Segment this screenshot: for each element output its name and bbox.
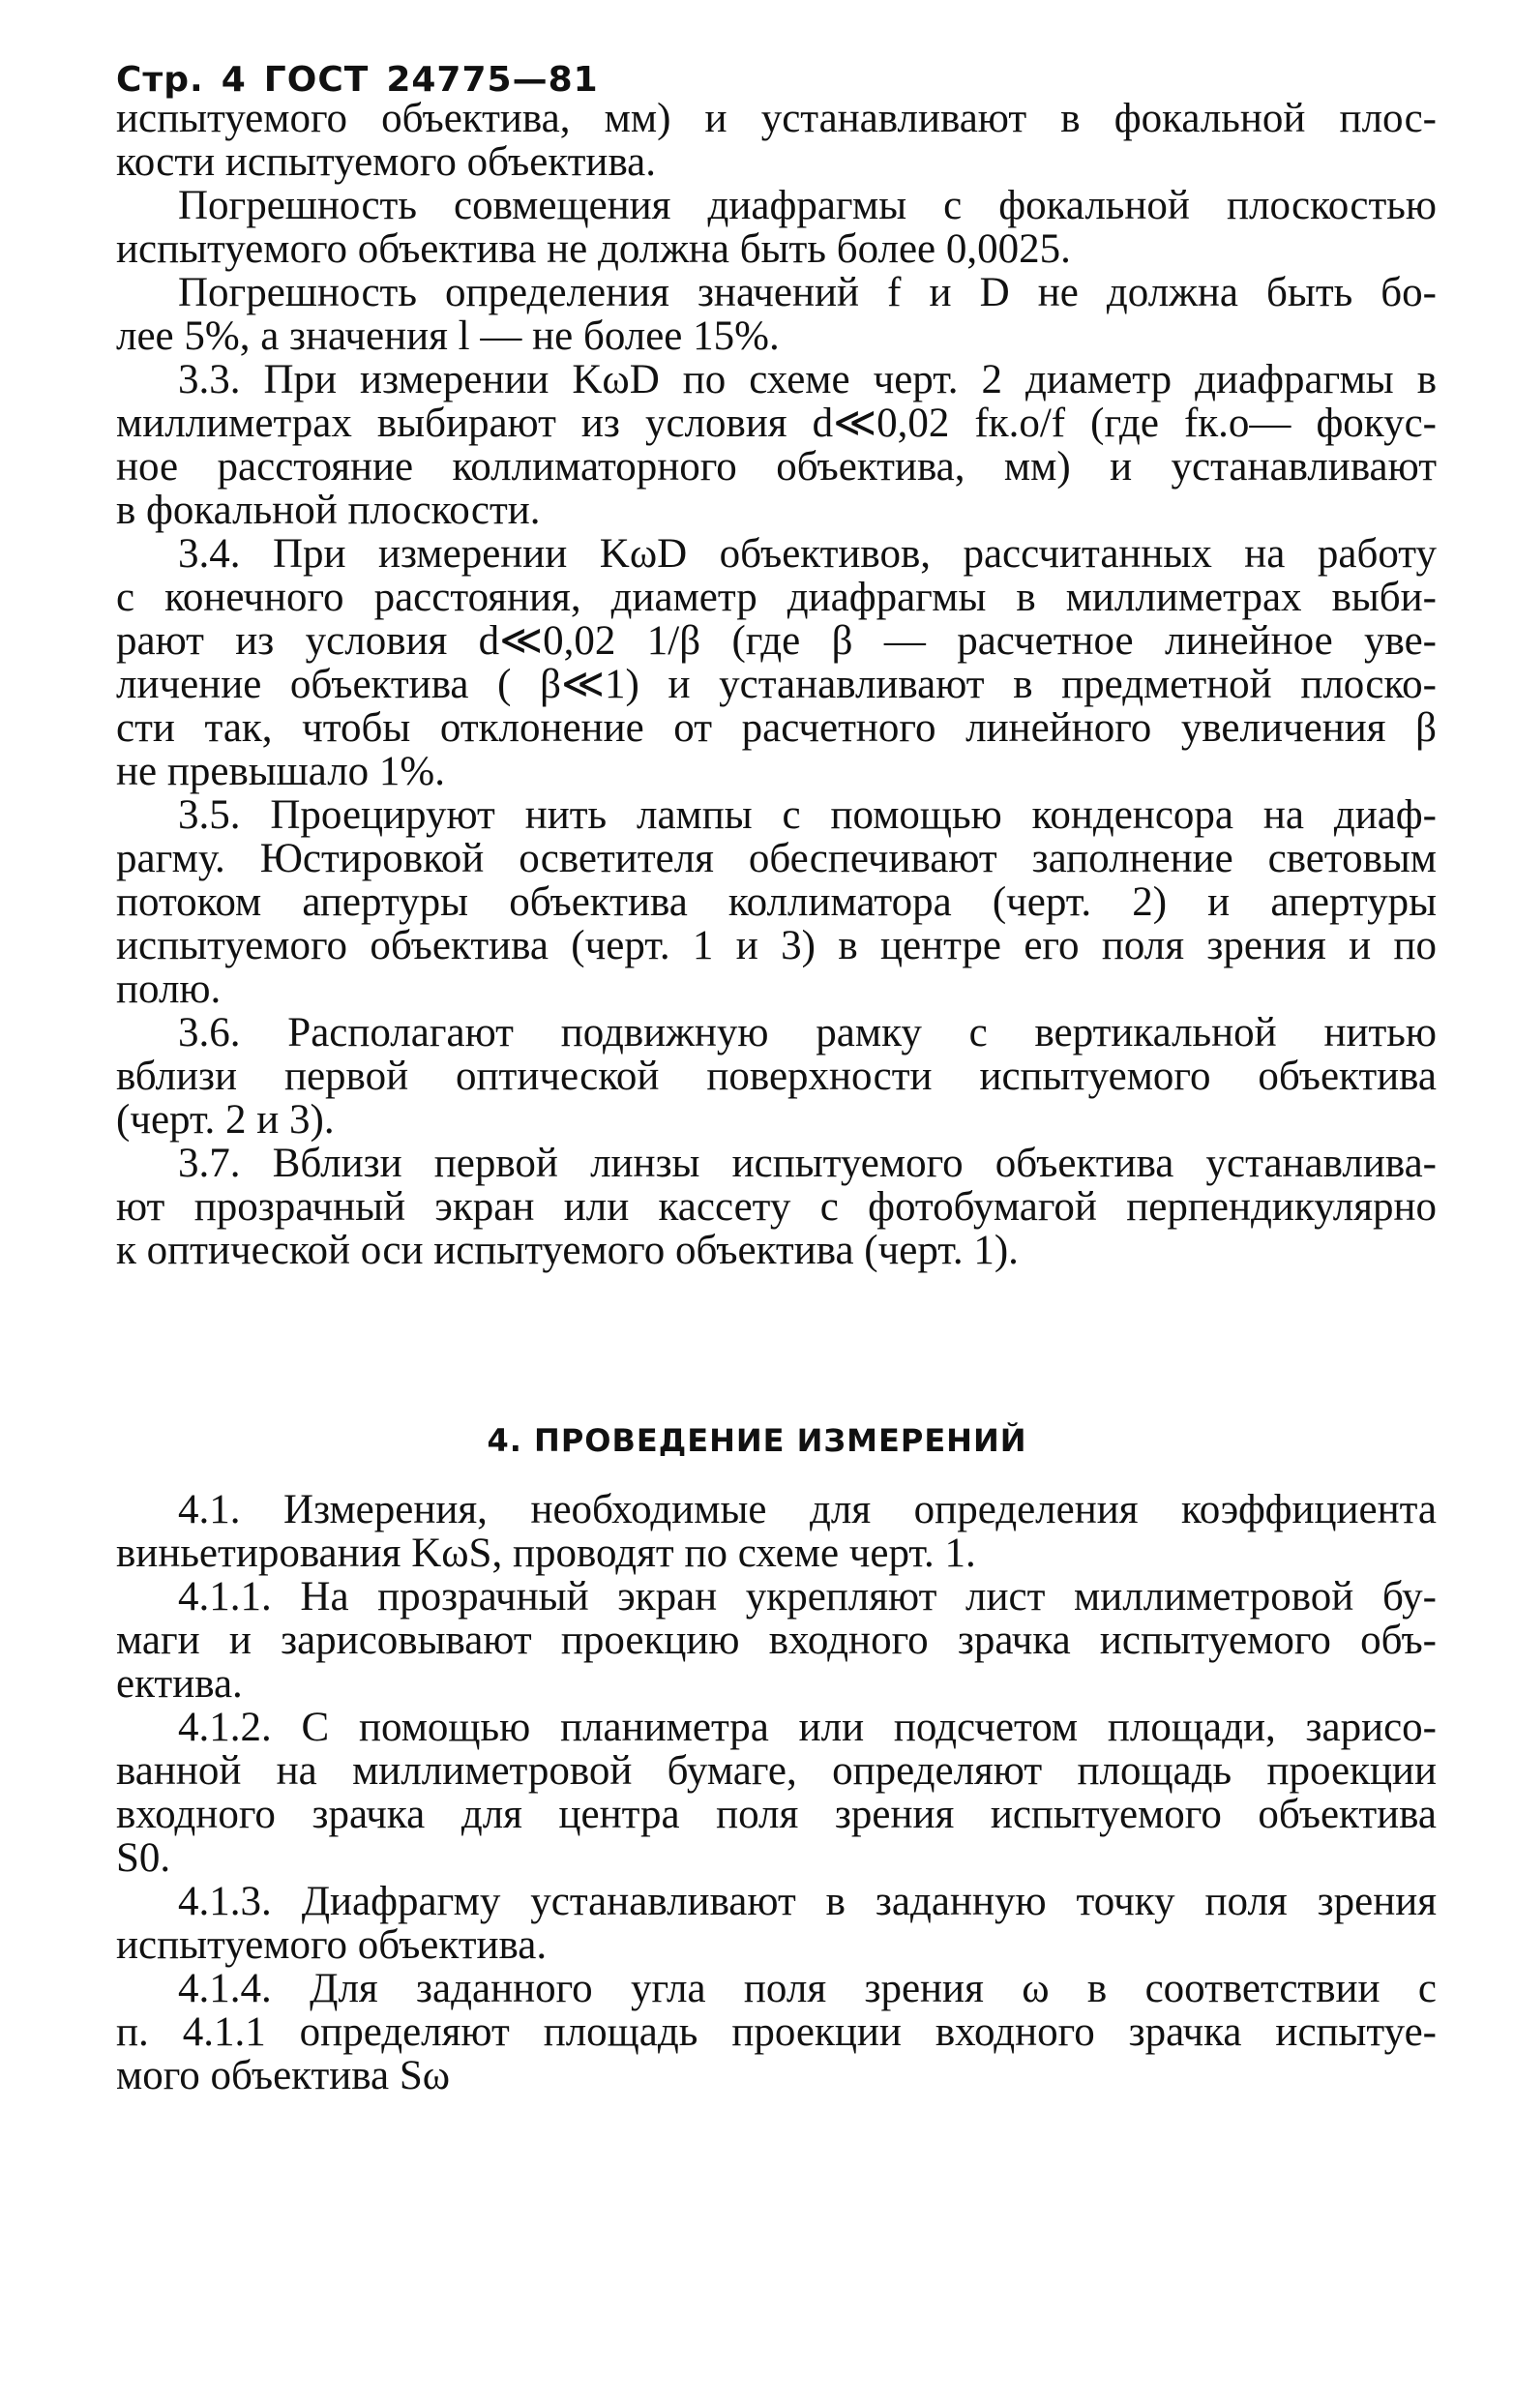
text-line: Погрешность определения значений f и D не должна быть бо- [178, 270, 1437, 315]
text-line: (черт. 2 и 3). [116, 1097, 335, 1143]
text-line: лее 5%, а значения l — не более 15%. [116, 313, 780, 359]
text-line: к оптической оси испытуемого объектива (черт. 1). [116, 1228, 1019, 1273]
text-line: испытуемого объектива. [116, 1922, 548, 1968]
text-line: испытуемого объектива, мм) и устанавливают в фокальной плос- [116, 96, 1437, 141]
text-line: 3.3. При измерении KωD по схеме черт. 2 диаметр диафрагмы в [178, 357, 1437, 402]
text-line: 4.1.1. На прозрачный экран укрепляют лист миллиметровой бу- [178, 1574, 1437, 1620]
text-line: испытуемого объектива (черт. 1 и 3) в центре его поля зрения и по [116, 923, 1437, 968]
text-line: миллиметрах выбирают из условия d≪0,02 fк.о/f (где fк.о— фокус- [116, 401, 1437, 446]
text-line: Погрешность совмещения диафрагмы с фокальной плоскостью [178, 183, 1437, 228]
text-line: 4.1.2. С помощью планиметра или подсчетом площади, зарисо- [178, 1705, 1437, 1750]
text-line: кости испытуемого объектива. [116, 139, 657, 185]
text-line: 3.5. Проецируют нить лампы с помощью конденсора на диаф- [178, 792, 1437, 838]
text-line: ное расстояние коллиматорного объектива, мм) и устанавливают [116, 444, 1437, 490]
text-line: 4.1.4. Для заданного угла поля зрения ω в соответствии с [178, 1966, 1437, 2011]
text-line: п. 4.1.1 определяют площадь проекции входного зрачка испытуе- [116, 2009, 1437, 2055]
text-line: ют прозрачный экран или кассету с фотобумагой перпендикулярно [116, 1184, 1437, 1230]
text-line: с конечного расстояния, диаметр диафрагмы в миллиметрах выби- [116, 575, 1437, 620]
text-line: не превышало 1%. [116, 749, 445, 794]
text-line: вблизи первой оптической поверхности испытуемого объектива [116, 1054, 1437, 1099]
text-line: личение объектива ( β≪1) и устанавливают в предметной плоско- [116, 662, 1437, 707]
text-line: 4.1. Измерения, необходимые для определения коэффициента [178, 1487, 1437, 1532]
text-line: в фокальной плоскости. [116, 488, 541, 533]
body-text-top [116, 97, 1437, 1272]
text-line: мого объектива Sω [116, 2053, 451, 2098]
standard-label: ГОСТ [263, 60, 370, 100]
text-line: рают из условия d≪0,02 1/β (где β — расчетное линейное уве- [116, 618, 1437, 664]
text-line: 3.4. При измерении KωD объективов, рассчитанных на работу [178, 531, 1437, 577]
text-line: ектива. [116, 1661, 243, 1707]
text-line: 3.7. Вблизи первой линзы испытуемого объектива устанавлива- [178, 1141, 1437, 1186]
text-line: 4.1.3. Диафрагму устанавливают в заданную точку поля зрения [178, 1879, 1437, 1924]
text-line: маги и зарисовывают проекцию входного зрачка испытуемого объ- [116, 1618, 1437, 1663]
text-line: 3.6. Располагают подвижную рамку с вертикальной нитью [178, 1010, 1437, 1055]
text-line: потоком апертуры объектива коллиматора (черт. 2) и апертуры [116, 879, 1437, 925]
section-title: 4. ПРОВЕДЕНИЕ ИЗМЕРЕНИЙ [487, 1422, 1027, 1459]
standard-number: 24775—81 [386, 60, 599, 100]
page-prefix: Стр. [116, 60, 204, 100]
body-text-section-4 [116, 1488, 1437, 2097]
text-line: испытуемого объектива не должна быть более 0,0025. [116, 226, 1071, 272]
text-line: сти так, чтобы отклонение от расчетного линейного увеличения β [116, 705, 1437, 751]
page-number: 4 [221, 60, 247, 100]
page-header [116, 60, 616, 100]
text-line: полю. [116, 966, 222, 1012]
text-line: виньетирования KωS, проводят по схеме черт. 1. [116, 1531, 976, 1576]
text-line: входного зрачка для центра поля зрения испытуемого объектива [116, 1792, 1437, 1837]
text-line: рагму. Юстировкой осветителя обеспечивают заполнение световым [116, 836, 1437, 881]
text-line: ванной на миллиметровой бумаге, определяют площадь проекции [116, 1748, 1437, 1794]
text-line: S0. [116, 1835, 171, 1881]
